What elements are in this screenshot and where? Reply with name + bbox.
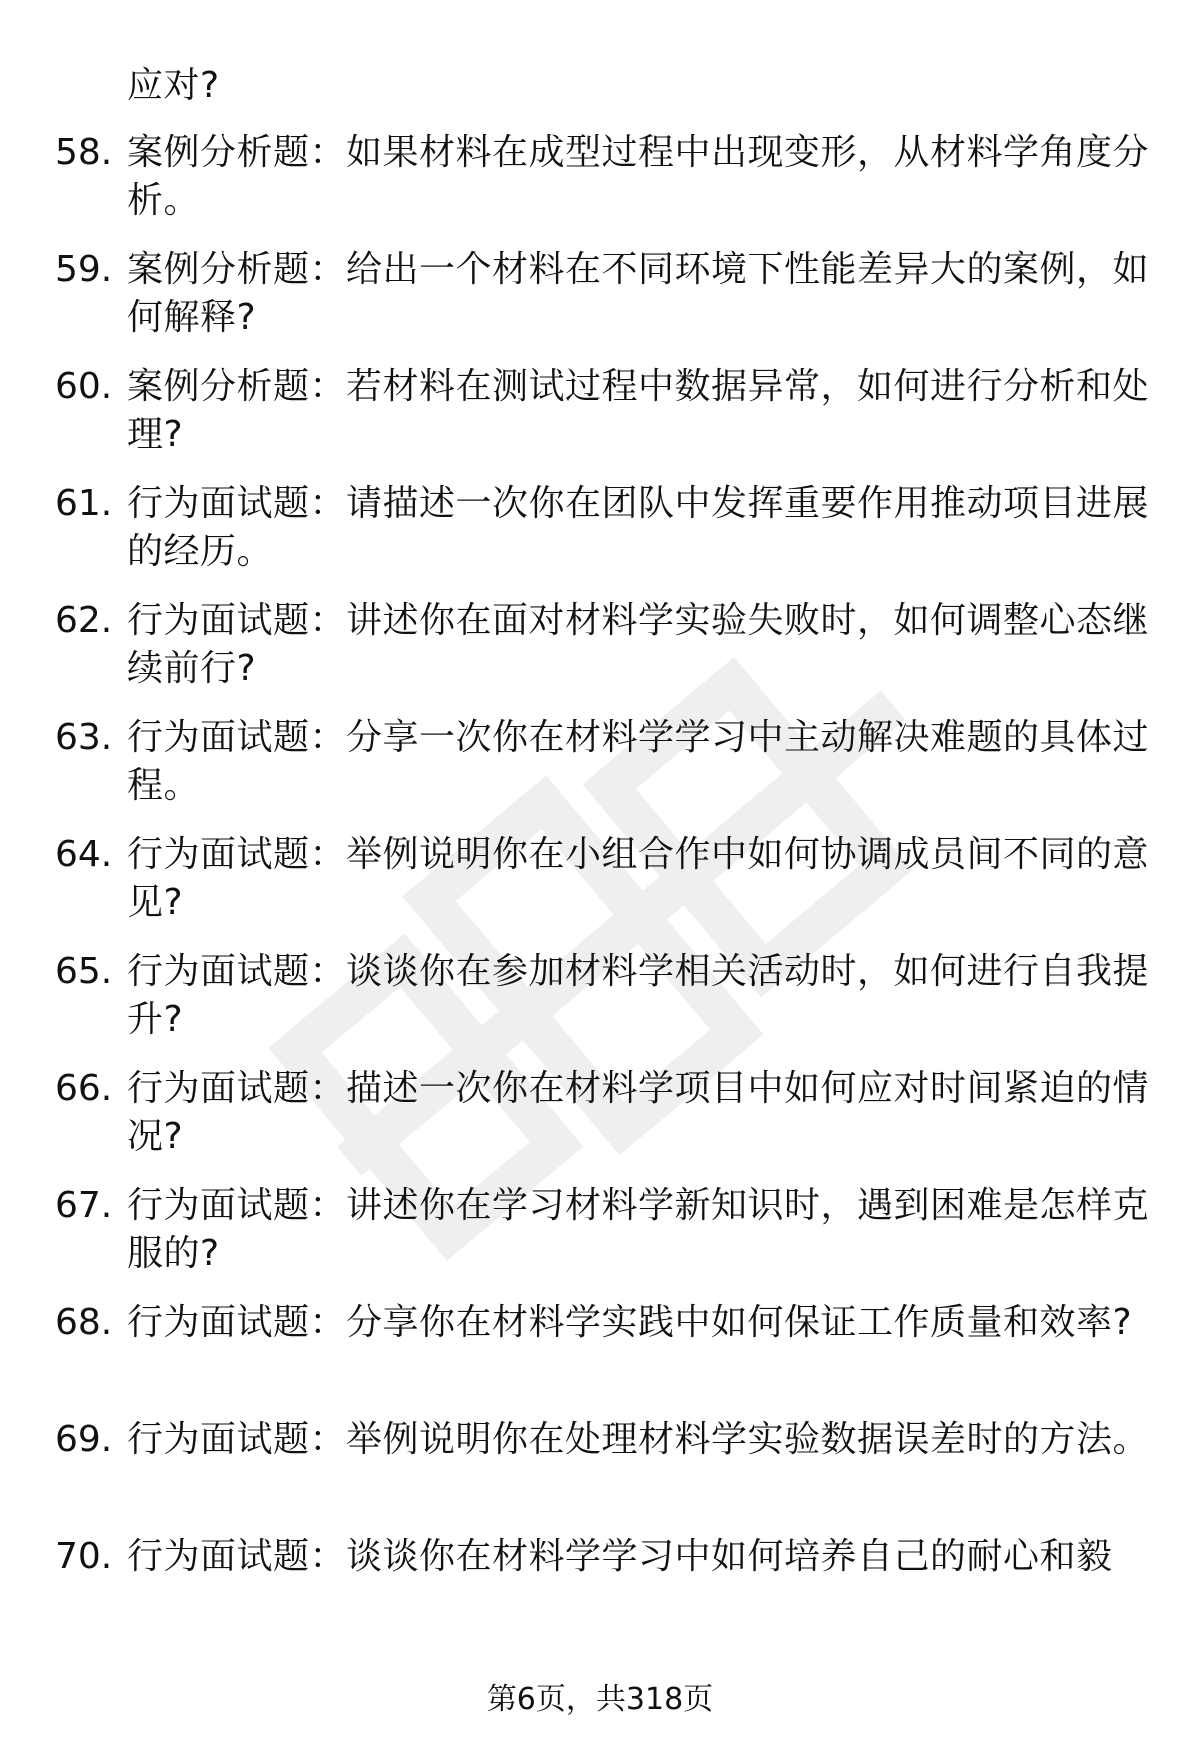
item-61-line1: 行为面试题：请描述一次你在团队中发挥重要作用推动项目进展	[127, 483, 1150, 524]
item-66-line1: 行为面试题：描述一次你在材料学项目中如何应对时间紧迫的情	[127, 1068, 1150, 1109]
item-69-number: 69.	[55, 1419, 113, 1460]
item-65-line2: 升?	[127, 999, 184, 1040]
item-65-line1: 行为面试题：谈谈你在参加材料学相关活动时，如何进行自我提	[127, 951, 1150, 992]
page-footer: 第6页，共318页	[486, 1682, 714, 1717]
item-59-line1: 案例分析题：给出一个材料在不同环境下性能差异大的案例，如	[127, 249, 1150, 290]
item-62-line2: 续前行?	[127, 648, 257, 689]
item-60-number: 60.	[55, 366, 113, 407]
item-68-line1: 行为面试题：分享你在材料学实践中如何保证工作质量和效率?	[127, 1302, 1133, 1343]
item-70-number: 70.	[55, 1536, 113, 1577]
item-65-number: 65.	[55, 951, 113, 992]
item-67-number: 67.	[55, 1185, 113, 1226]
item-70-line1: 行为面试题：谈谈你在材料学学习中如何培养自己的耐心和毅	[127, 1536, 1113, 1577]
item-69-line1: 行为面试题：举例说明你在处理材料学实验数据误差时的方法。	[127, 1419, 1150, 1460]
carryover-line: 应对?	[127, 65, 220, 106]
item-61-number: 61.	[55, 483, 113, 524]
item-67-line2: 服的?	[127, 1233, 220, 1274]
item-58-line1: 案例分析题：如果材料在成型过程中出现变形，从材料学角度分	[127, 132, 1150, 173]
item-64-line1: 行为面试题：举例说明你在小组合作中如何协调成员间不同的意	[127, 834, 1150, 875]
item-64-line2: 见?	[127, 882, 184, 923]
item-63-number: 63.	[55, 717, 113, 758]
item-66-number: 66.	[55, 1068, 113, 1109]
item-62-number: 62.	[55, 600, 113, 641]
item-61-line2: 的经历。	[127, 531, 274, 572]
item-68-number: 68.	[55, 1302, 113, 1343]
item-62-line1: 行为面试题：讲述你在面对材料学实验失败时，如何调整心态继	[127, 600, 1150, 641]
item-67-line1: 行为面试题：讲述你在学习材料学新知识时，遇到困难是怎样克	[127, 1185, 1150, 1226]
item-60-line1: 案例分析题：若材料在测试过程中数据异常，如何进行分析和处	[127, 366, 1150, 407]
item-63-line1: 行为面试题：分享一次你在材料学学习中主动解决难题的具体过	[127, 717, 1150, 758]
item-63-line2: 程。	[127, 765, 201, 806]
item-58-line2: 析。	[127, 180, 201, 221]
item-66-line2: 况?	[127, 1116, 184, 1157]
item-59-number: 59.	[55, 249, 113, 290]
item-64-number: 64.	[55, 834, 113, 875]
item-58-number: 58.	[55, 132, 113, 173]
item-60-line2: 理?	[127, 414, 184, 455]
item-59-line2: 何解释?	[127, 297, 257, 338]
